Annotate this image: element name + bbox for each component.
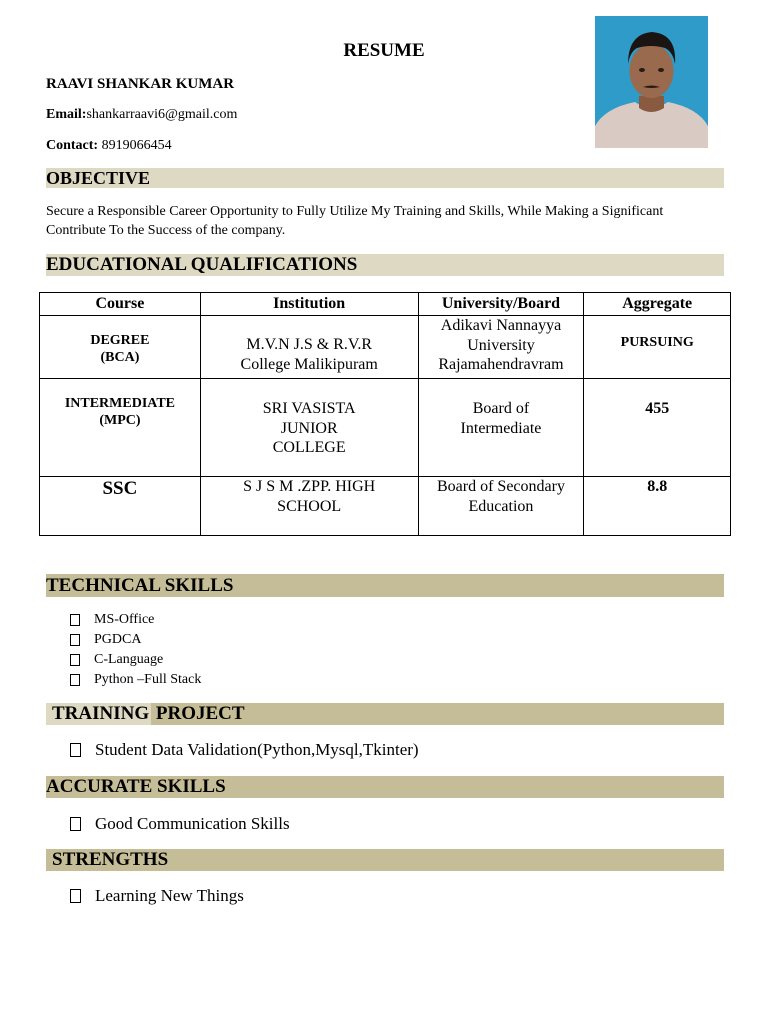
list-item — [70, 610, 201, 630]
email-label: Email: — [46, 107, 87, 122]
skill-label: Python –Full Stack — [94, 672, 202, 687]
training-project-heading-part1: TRAINING — [46, 703, 151, 725]
board-cell: Board of Secondary Education — [436, 478, 565, 515]
column-header: Course — [40, 293, 201, 316]
list-item — [70, 650, 201, 670]
institution-cell: S J S M .ZPP. HIGH SCHOOL — [243, 478, 376, 515]
table-row — [40, 316, 731, 379]
technical-skills-heading: TECHNICAL SKILLS — [46, 575, 234, 596]
list-item — [70, 670, 201, 690]
table-row — [40, 379, 731, 477]
objective-heading: OBJECTIVE — [46, 168, 151, 188]
person-portrait-icon — [595, 16, 708, 148]
institution-cell: SRI VASISTA JUNIOR COLLEGE — [262, 400, 356, 456]
list-item — [70, 630, 201, 650]
list-item — [70, 814, 290, 834]
table-row — [40, 477, 731, 536]
accurate-skill-label: Good Communication Skills — [95, 814, 290, 833]
board-cell: Board of Intermediate — [460, 400, 542, 437]
accurate-skills-heading-band — [46, 776, 724, 798]
project-label: Student Data Validation(Python,Mysql,Tkinter) — [95, 740, 419, 759]
resume-title: RESUME — [343, 40, 425, 61]
accurate-skills-heading: ACCURATE SKILLS — [46, 776, 226, 797]
course-cell: SSC — [102, 478, 138, 499]
column-header: University/Board — [418, 293, 584, 316]
strengths-heading: STRENGTHS — [52, 849, 169, 870]
list-item — [70, 886, 244, 906]
bullet-box-icon — [70, 889, 81, 903]
aggregate-cell: PURSUING — [620, 335, 694, 350]
contact-line — [46, 138, 172, 154]
skill-label: MS-Office — [94, 612, 155, 627]
technical-skills-list — [70, 610, 201, 690]
contact-label: Contact: — [46, 138, 99, 153]
email-value: shankarraavi6@gmail.com — [86, 107, 238, 122]
column-header: Institution — [200, 293, 418, 316]
training-project-heading-band — [46, 703, 724, 725]
bullet-box-icon — [70, 743, 81, 757]
bullet-box-icon — [70, 654, 80, 666]
education-heading-band — [46, 254, 724, 276]
objective-text: Secure a Responsible Career Opportunity to Fully Utilize My Training and Skills, While Making a Significant Contribute To the Success of the company. — [46, 204, 664, 238]
contact-value: 8919066454 — [101, 138, 172, 153]
education-heading: EDUCATIONAL QUALIFICATIONS — [46, 254, 358, 275]
skill-label: C-Language — [94, 652, 164, 667]
aggregate-cell: 455 — [645, 400, 670, 417]
bullet-box-icon — [70, 817, 81, 831]
strengths-heading-band — [46, 849, 724, 871]
bullet-box-icon — [70, 614, 80, 626]
bullet-box-icon — [70, 634, 80, 646]
skill-label: PGDCA — [94, 632, 142, 647]
bullet-box-icon — [70, 674, 80, 686]
list-item — [70, 740, 419, 760]
technical-skills-heading-band — [46, 574, 724, 597]
column-header: Aggregate — [584, 293, 731, 316]
profile-photo — [595, 16, 708, 148]
table-header-row — [40, 293, 731, 316]
training-project-heading-part2: PROJECT — [155, 703, 245, 724]
objective-heading-band — [46, 168, 724, 188]
email-line — [46, 107, 237, 123]
institution-cell: M.V.N J.S & R.V.R College Malikipuram — [240, 336, 378, 373]
strength-label: Learning New Things — [95, 886, 244, 905]
education-table — [39, 292, 731, 536]
course-cell: INTERMEDIATE (MPC) — [64, 396, 176, 428]
aggregate-cell: 8.8 — [647, 478, 668, 495]
candidate-name: RAAVI SHANKAR KUMAR — [46, 76, 235, 92]
board-cell: Adikavi Nannayya University Rajamahendravram — [438, 317, 564, 373]
course-cell: DEGREE (BCA) — [90, 333, 150, 365]
